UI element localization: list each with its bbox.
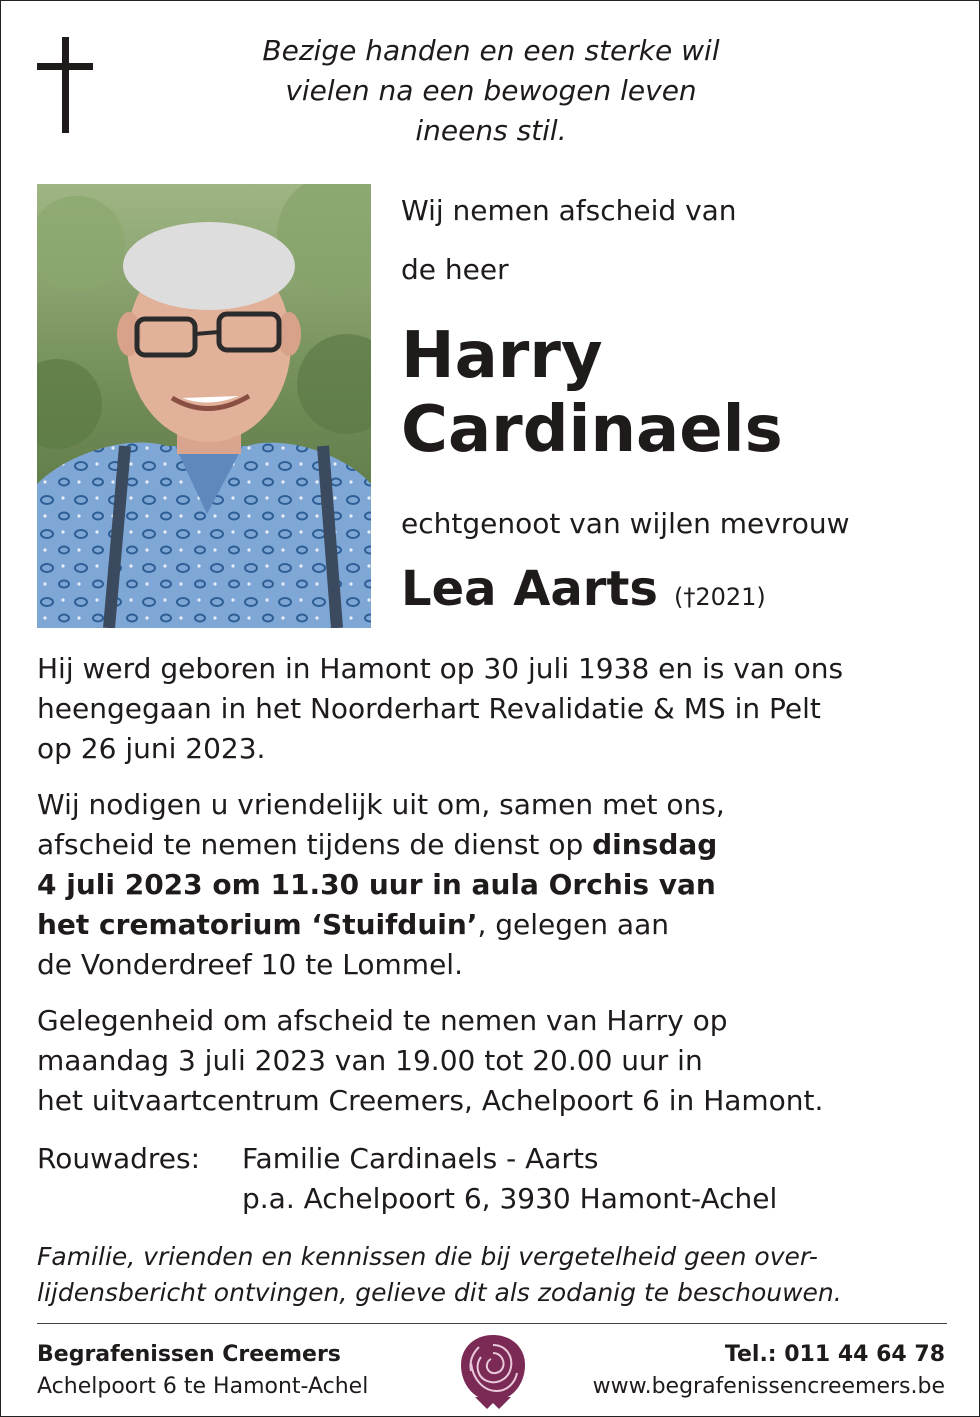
- intro-text: Wij nemen afscheid van: [401, 194, 737, 227]
- poem: [121, 31, 861, 151]
- website-link[interactable]: www.begrafenissencreemers.be: [592, 1374, 945, 1399]
- contact-info: [593, 1339, 945, 1403]
- service-text: , gelegen aan: [477, 908, 669, 941]
- service-paragraph: [37, 785, 957, 985]
- funeral-home-address: Achelpoort 6 te Hamont-Achel: [37, 1374, 369, 1399]
- mourning-address: [37, 1139, 777, 1219]
- first-name: Harry: [401, 319, 603, 393]
- paragraph-line: Wij nodigen u vriendelijk uit om, samen met ons,: [37, 788, 725, 821]
- service-venue: het crematorium ‘Stuifduin’: [37, 908, 478, 941]
- poem-line: vielen na een bewogen leven: [285, 74, 697, 107]
- spouse-intro: echtgenoot van wijlen mevrouw: [401, 507, 850, 540]
- title-text: de heer: [401, 253, 509, 286]
- poem-line: ineens stil.: [415, 114, 567, 147]
- paragraph-line: de Vonderdreef 10 te Lommel.: [37, 948, 463, 981]
- paragraph-line: op 26 juni 2023.: [37, 732, 266, 765]
- spouse-death-year: (†2021): [673, 583, 766, 611]
- notice-line: Familie, vrienden en kennissen die bij vergetelheid geen over-: [37, 1242, 818, 1271]
- spouse-name: Lea Aarts: [401, 561, 658, 617]
- paragraph-line: maandag 3 juli 2023 van 19.00 tot 20.00 uur in: [37, 1044, 703, 1077]
- last-name: Cardinaels: [401, 393, 783, 467]
- paragraph-line: [37, 905, 957, 945]
- paragraph-line: heengegaan in het Noorderhart Revalidatie & MS in Pelt: [37, 692, 821, 725]
- funeral-home-info: [37, 1339, 368, 1403]
- poem-line: Bezige handen en een sterke wil: [262, 34, 720, 67]
- spouse: [401, 561, 766, 617]
- deceased-name: [401, 319, 783, 467]
- notice-line: lijdensbericht ontvingen, gelieve dit als zodanig te beschouwen.: [37, 1278, 842, 1307]
- address-line: p.a. Achelpoort 6, 3930 Hamont-Achel: [242, 1182, 778, 1215]
- service-day: dinsdag: [592, 828, 718, 861]
- paragraph-line: Gelegenheid om afscheid te nemen van Harry op: [37, 1004, 728, 1037]
- deceased-photo: [37, 184, 371, 628]
- paragraph-line: Hij werd geboren in Hamont op 30 juli 1938 en is van ons: [37, 652, 844, 685]
- cross-icon: [37, 37, 93, 133]
- service-text: afscheid te nemen tijdens de dienst op: [37, 828, 593, 861]
- address-line: Familie Cardinaels - Aarts: [242, 1142, 599, 1175]
- phone-number: Tel.: 011 44 64 78: [724, 1342, 945, 1367]
- paragraph-line: [37, 825, 957, 865]
- birth-paragraph: [37, 649, 957, 769]
- paragraph-line: het uitvaartcentrum Creemers, Achelpoort 6 in Hamont.: [37, 1084, 824, 1117]
- service-datetime: 4 juli 2023 om 11.30 uur in aula Orchis van: [37, 868, 716, 901]
- notice: [37, 1239, 947, 1311]
- footer-divider: [37, 1323, 947, 1324]
- rose-icon: [453, 1331, 533, 1411]
- address-label: Rouwadres:: [37, 1142, 201, 1175]
- funeral-home-name: Begrafenissen Creemers: [37, 1342, 341, 1367]
- visitation-paragraph: [37, 1001, 957, 1121]
